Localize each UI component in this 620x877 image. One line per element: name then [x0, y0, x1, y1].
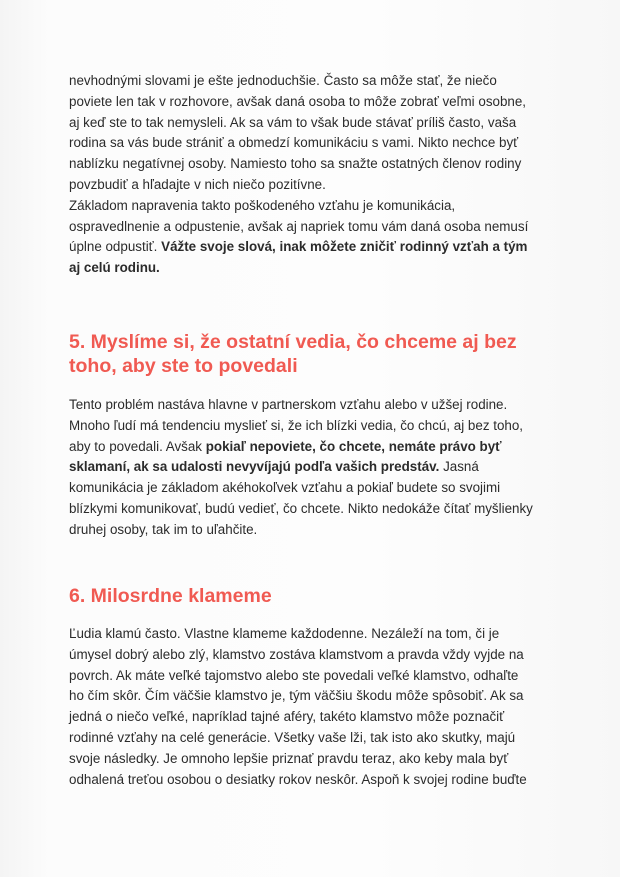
- text-run: ho čím skôr. Čím väčšie klamstvo je, tým väčšiu škodu môže spôsobiť. Ak sa: [69, 688, 524, 704]
- text-line: [69, 416, 559, 437]
- text-run: Ľudia klamú často. Vlastne klameme každodenne. Nezáleží na tom, či je: [69, 626, 500, 641]
- bold-text-run: pokiaľ nepoviete, čo chcete, nemáte právo byť: [205, 438, 502, 454]
- text-run: aby to povedali. Avšak: [69, 438, 206, 454]
- text-run: úmysel dobrý alebo zlý, klamstvo zostáva klamstvom a pravda vždy vyjde na: [69, 646, 524, 662]
- heading-line: 5. Myslíme si, že ostatní vedia, čo chceme aj bez: [69, 331, 517, 353]
- text-line: [69, 478, 559, 499]
- text-line: [69, 520, 559, 541]
- text-run: svoje následky. Je omnoho lepšie priznať pravdu teraz, ako keby mala byť: [69, 750, 509, 766]
- text-line: [69, 175, 559, 196]
- text-run: povzbudiť a hľadajte v nich niečo pozitívne.: [69, 176, 326, 192]
- bold-text-run: sklamaní, ak sa udalosti nevyvíjajú podľa vašich predstáv.: [69, 459, 440, 475]
- text-run: aj keď ste to tak nemysleli. Ak sa vám to však bude stávať príliš často, vaša: [69, 114, 517, 130]
- text-run: Základom napravenia takto poškodeného vzťahu je komunikácia,: [69, 197, 456, 213]
- text-line: [69, 499, 559, 520]
- text-line: [69, 154, 559, 175]
- text-line: [69, 71, 559, 92]
- text-line: [69, 258, 559, 279]
- text-run: blízkymi komunikovať, budú vedieť, čo chcete. Nikto nedokáže čítať myšlienky: [69, 500, 533, 516]
- text-line: [69, 437, 559, 458]
- text-line: [69, 457, 559, 478]
- text-run: ospravedlnenie a odpustenie, avšak aj napriek tomu vám daná osoba nemusí: [69, 218, 529, 234]
- text-run: poviete len tak v rozhovore, avšak daná osoba to môže zobrať veľmi osobne,: [69, 93, 527, 109]
- text-line: [69, 770, 559, 791]
- text-run: Jasná: [439, 459, 479, 475]
- text-run: úplne odpustiť.: [69, 239, 162, 255]
- bold-text-run: Vážte svoje slová, inak môžete zničiť rodinný vzťah a tým: [161, 239, 528, 255]
- text-line: [69, 196, 559, 217]
- section-6-paragraph: [69, 624, 559, 790]
- text-line: [69, 728, 559, 749]
- text-run: rodinné vzťahy na celé generácie. Všetky vaše lži, tak isto ako skutky, majú: [69, 729, 516, 745]
- text-line: [69, 113, 559, 134]
- text-run: rodina sa vás bude strániť a obmedzí komunikáciu s vami. Nikto nechce byť: [69, 135, 519, 151]
- text-line: [69, 217, 559, 238]
- text-line: [69, 237, 559, 258]
- text-line: [69, 749, 559, 770]
- text-line: [69, 666, 559, 687]
- text-line: [69, 133, 559, 154]
- section-5-heading: [69, 330, 559, 378]
- text-line: [69, 686, 559, 707]
- text-line: [69, 707, 559, 728]
- text-run: povrch. Ak máte veľké tajomstvo alebo ste povedali veľké klamstvo, odhaľte: [69, 667, 519, 683]
- text-run: Tento problém nastáva hlavne v partnerskom vzťahu alebo v užšej rodine.: [69, 397, 508, 412]
- heading-line: toho, aby ste to povedali: [69, 355, 298, 377]
- text-run: jedná o niečo veľké, napríklad tajné aféry, takéto klamstvo môže poznačiť: [69, 709, 505, 725]
- text-run: komunikácia je základom akéhokoľvek vzťahu a pokiaľ budete so svojimi: [69, 480, 501, 496]
- intro-paragraph: [69, 71, 559, 279]
- text-line: [69, 395, 559, 416]
- text-run: nevhodnými slovami je ešte jednoduchšie. Často sa môže stať, že niečo: [69, 73, 497, 88]
- bold-text-run: aj celú rodinu.: [69, 260, 160, 276]
- text-run: nablízku negatívnej osoby. Namiesto toho sa snažte ostatných členov rodiny: [69, 156, 522, 172]
- section-5-paragraph: [69, 395, 559, 541]
- text-line: [69, 92, 559, 113]
- text-line: [69, 645, 559, 666]
- text-run: odhalená treťou osobou o desiatky rokov neskôr. Aspoň k svojej rodine buďte: [69, 771, 527, 787]
- text-run: druhej osoby, tak im to uľahčite.: [69, 521, 258, 537]
- heading-line: 6. Milosrdne klameme: [69, 585, 272, 607]
- text-line: [69, 624, 559, 645]
- section-6-heading: [69, 584, 559, 608]
- text-run: Mnoho ľudí má tendenciu myslieť si, že ich blízki vedia, čo chcú, aj bez toho,: [69, 417, 524, 433]
